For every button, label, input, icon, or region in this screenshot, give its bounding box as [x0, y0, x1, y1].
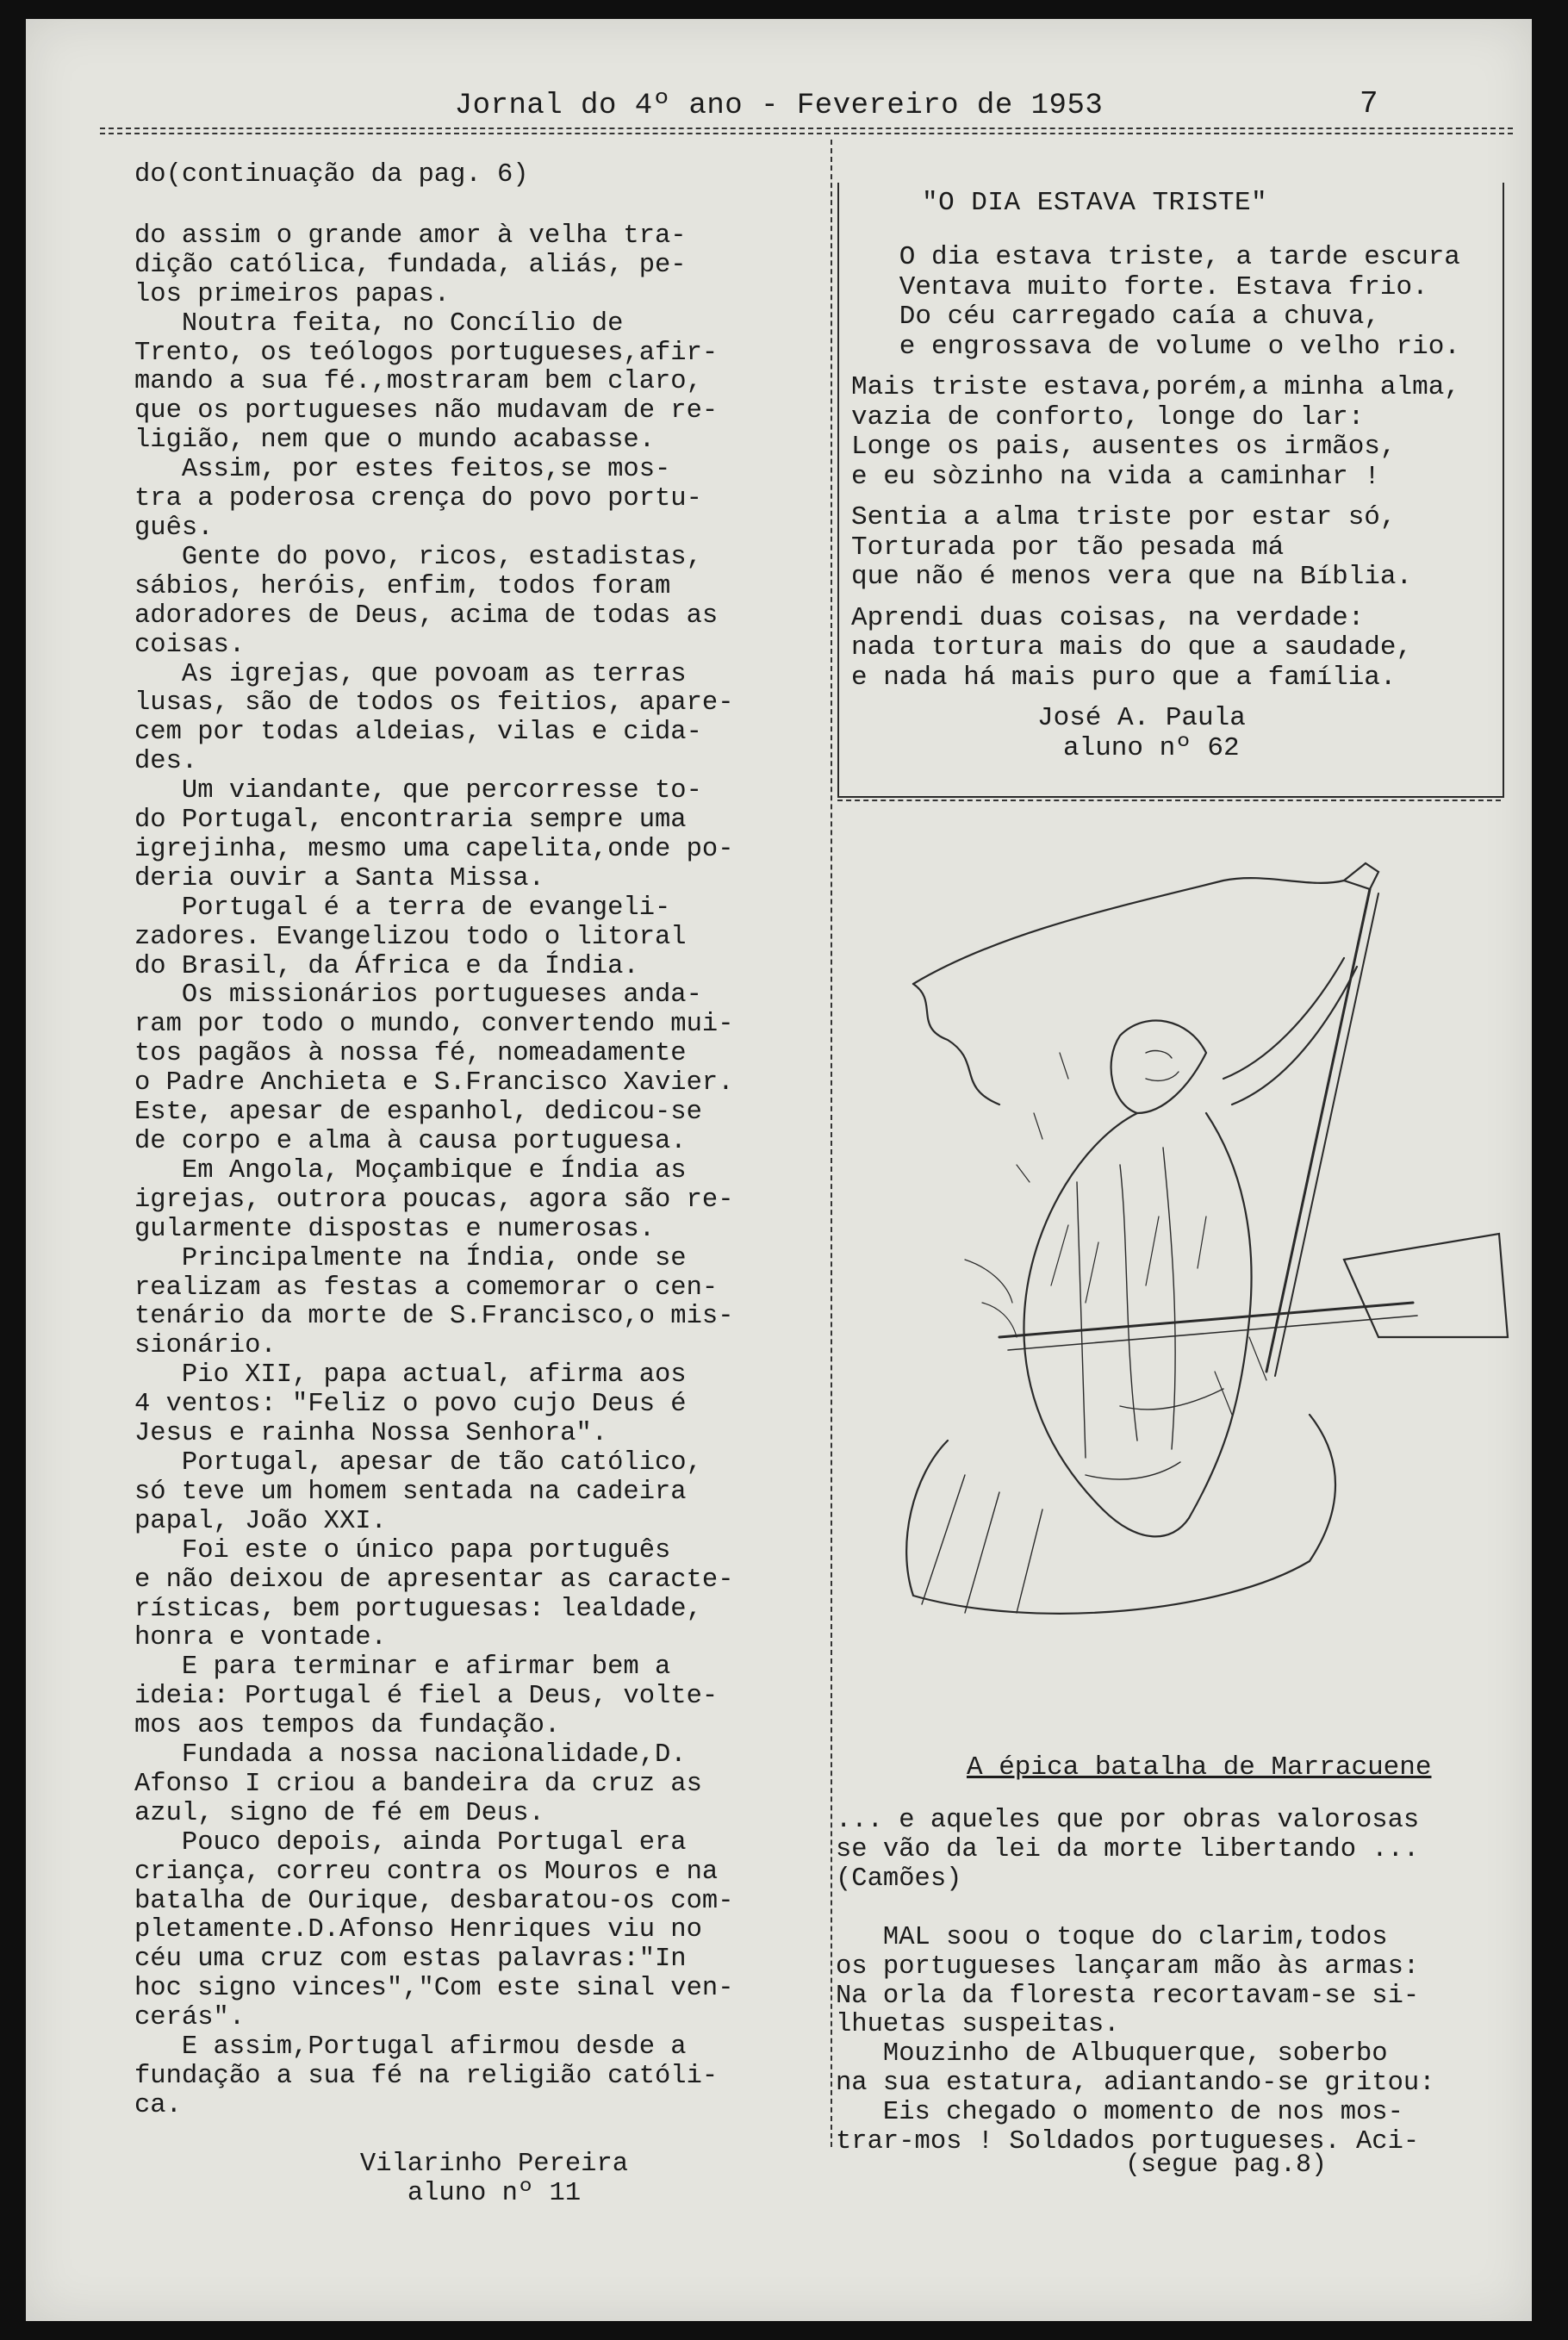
poem-line: Mais triste estava,porém,a minha alma, [851, 372, 1460, 402]
article-line: céu uma cruz com estas palavras:"In [134, 1945, 687, 1975]
poem-line: Aprendi duas coisas, na verdade: [851, 602, 1365, 633]
article-line: rísticas, bem portuguesas: lealdade, [134, 1594, 702, 1624]
article-right-column [836, 1807, 1525, 2157]
poem-line: Do céu carregado caía a chuva, [851, 302, 1380, 332]
article-line: Mouzinho de Albuquerque, soberbo [836, 2039, 1388, 2069]
article-line: honra e vontade. [134, 1623, 387, 1653]
poem-line: e engrossava de volume o velho rio. [851, 331, 1460, 362]
signature-name: Vilarinho Pereira [359, 2149, 629, 2179]
article-line: fundação a sua fé na religião católi- [134, 2062, 719, 2091]
article-line: Pouco depois, ainda Portugal era [134, 1827, 687, 1858]
article-line: batalha de Ourique, desbaratou-os com- [134, 1886, 734, 1916]
article-left-column [134, 161, 854, 2209]
article-line: Principalmente na Índia, onde se [134, 1243, 687, 1273]
article-line: Na orla da floresta recortavam-se si- [836, 1981, 1420, 2011]
article-line: sábios, heróis, enfim, todos foram [134, 571, 671, 601]
article-line: na sua estatura, adiantando-se gritou: [836, 2069, 1435, 2099]
poem-line: O dia estava triste, a tarde escura [851, 242, 1460, 272]
article-line: Em Angola, Moçambique e Índia as [134, 1155, 687, 1186]
article-line: des. [134, 747, 198, 777]
article-line: mos aos tempos da fundação. [134, 1711, 561, 1741]
article-line: se vão da lei da morte libertando ... [836, 1834, 1420, 1864]
article-line: E para terminar e afirmar bem a [134, 1652, 671, 1683]
article-line: mando a sua fé.,mostraram bem claro, [134, 367, 702, 397]
article-line: Os missionários portugueses anda- [134, 980, 702, 1011]
article-line: só teve um homem sentada na cadeira [134, 1477, 687, 1507]
article-line: ideia: Portugal é fiel a Deus, volte- [134, 1682, 719, 1712]
article-line: deria ouvir a Santa Missa. [134, 863, 544, 893]
article-line: tos pagãos à nossa fé, nomeadamente [134, 1039, 687, 1069]
article-line: e não deixou de apresentar as caracte- [134, 1565, 734, 1595]
article-line: 4 ventos: "Feliz o povo cujo Deus é [134, 1390, 687, 1420]
article-line: Noutra feita, no Concílio de [134, 308, 624, 339]
article-line: Gente do povo, ricos, estadistas, [134, 542, 702, 572]
paragraph-gap [836, 1895, 1525, 1924]
article-line: cerás". [134, 2003, 246, 2033]
article-line: criança, correu contra os Mouros e na [134, 1857, 719, 1887]
article-line: ... e aqueles que por obras valorosas [836, 1806, 1420, 1835]
poem-line: Sentia a alma triste por estar só, [851, 502, 1397, 532]
poem-line: e nada há mais puro que a família. [851, 662, 1397, 693]
article-line: Um viandante, que percorresse to- [134, 776, 702, 806]
article-line: Afonso I criou a bandeira da cruz as [134, 1769, 702, 1799]
article-line: guês. [134, 513, 214, 543]
poem-body [851, 243, 1506, 763]
article-line: lhuetas suspeitas. [836, 2010, 1120, 2040]
article-line: Este, apesar de espanhol, dedicou-se [134, 1098, 702, 1128]
article-line: gularmente dispostas e numerosas. [134, 1214, 655, 1244]
article-line: (Camões) [836, 1864, 962, 1894]
article-line: ca. [134, 2090, 182, 2120]
poem-box [837, 183, 1504, 798]
article-line: tra a poderosa crença do povo portu- [134, 484, 702, 514]
article-line: papal, João XXI. [134, 1506, 387, 1536]
article-line: pletamente.D.Afonso Henriques viu no [134, 1915, 702, 1945]
article-line: lusas, são de todos os feitios, apare- [134, 688, 734, 719]
poem-line: e eu sòzinho na vida a caminhar ! [851, 461, 1380, 492]
header-rule-2 [100, 133, 1513, 134]
page-number: 7 [1360, 86, 1378, 121]
poem-author-number: aluno nº 62 [1063, 732, 1240, 763]
article-line: azul, signo de fé em Deus. [134, 1798, 544, 1828]
article-line: Portugal, apesar de tão católico, [134, 1447, 702, 1478]
article-line: Eis chegado o momento de nos mos- [836, 2098, 1403, 2128]
poem-line: que não é menos vera que na Bíblia. [851, 562, 1413, 592]
poem-line: Torturada por tão pesada má [851, 532, 1285, 563]
article-line: sionário. [134, 1331, 277, 1361]
battle-illustration [862, 855, 1516, 1647]
poem-line: Ventava muito forte. Estava frio. [851, 271, 1428, 302]
article-line: dição católica, fundada, aliás, pe- [134, 250, 687, 280]
poem-line: nada tortura mais do que a saudade, [851, 632, 1413, 663]
article-line: ram por todo o mundo, convertendo mui- [134, 1010, 734, 1040]
article-line: do Brasil, da África e da Índia. [134, 951, 639, 981]
article-line: As igrejas, que povoam as terras [134, 659, 687, 689]
article-line: Foi este o único papa português [134, 1535, 671, 1565]
header-rule [100, 128, 1513, 129]
article-right-body [836, 1807, 1525, 2157]
article-line: Assim, por estes feitos,se mos- [134, 455, 671, 485]
poem-line: vazia de conforto, longe do lar: [851, 401, 1365, 433]
article-line: E assim,Portugal afirmou desde a [134, 2032, 687, 2063]
article-line: Fundada a nossa nacionalidade,D. [134, 1740, 687, 1771]
continuation-label: do(continuação da pag. 6) [134, 160, 529, 190]
figure-rule [837, 800, 1501, 801]
article-line: do assim o grande amor à velha tra- [134, 221, 687, 251]
page-header: Jornal do 4º ano - Fevereiro de 1953 [454, 90, 1104, 122]
stanza-gap [851, 593, 1506, 604]
article-line: os portugueses lançaram mão às armas: [836, 1951, 1420, 1982]
signature-number: aluno nº 11 [407, 2178, 582, 2208]
article-line: hoc signo vinces","Com este sinal ven- [134, 1974, 734, 2004]
article-line: o Padre Anchieta e S.Francisco Xavier. [134, 1068, 734, 1098]
article-line: Portugal é a terra de evangeli- [134, 893, 671, 923]
article-line: realizam as festas a comemorar o cen- [134, 1273, 719, 1303]
article-line: do Portugal, encontraria sempre uma [134, 806, 687, 836]
article-line: que os portugueses não mudavam de re- [134, 396, 719, 426]
illustration-caption: A épica batalha de Marracuene [967, 1752, 1432, 1783]
article-line: igrejinha, mesmo uma capelita,onde po- [134, 834, 734, 864]
article-line: cem por todas aldeias, vilas e cida- [134, 718, 702, 748]
newspaper-page [26, 19, 1532, 2321]
article-line: adoradores de Deus, acima de todas as [134, 601, 719, 631]
article-line: igrejas, outrora poucas, agora são re- [134, 1185, 734, 1215]
article-line: Jesus e rainha Nossa Senhora". [134, 1419, 608, 1449]
article-line: coisas. [134, 630, 246, 660]
continued-reference: (segue pag.8) [1125, 2150, 1328, 2180]
article-line: Pio XII, papa actual, afirma aos [134, 1360, 687, 1391]
poem-author: José A. Paula [1037, 703, 1246, 733]
article-line: Trento, os teólogos portugueses,afir- [134, 338, 719, 368]
article-line: de corpo e alma à causa portuguesa. [134, 1127, 687, 1156]
article-body [134, 222, 854, 2121]
article-line: los primeiros papas. [134, 279, 451, 309]
poem-title: "O DIA ESTAVA TRISTE" [922, 188, 1268, 218]
article-line: MAL soou o toque do clarim,todos [836, 1922, 1388, 1952]
article-line: trar-mos ! Soldados portugueses. Aci- [836, 2127, 1420, 2157]
poem-line: Longe os pais, ausentes os irmãos, [851, 432, 1397, 462]
article-line: ligião, nem que o mundo acabasse. [134, 426, 655, 456]
article-line: zadores. Evangelizou todo o litoral [134, 922, 687, 952]
article-line: tenário da morte de S.Francisco,o mis- [134, 1302, 734, 1332]
